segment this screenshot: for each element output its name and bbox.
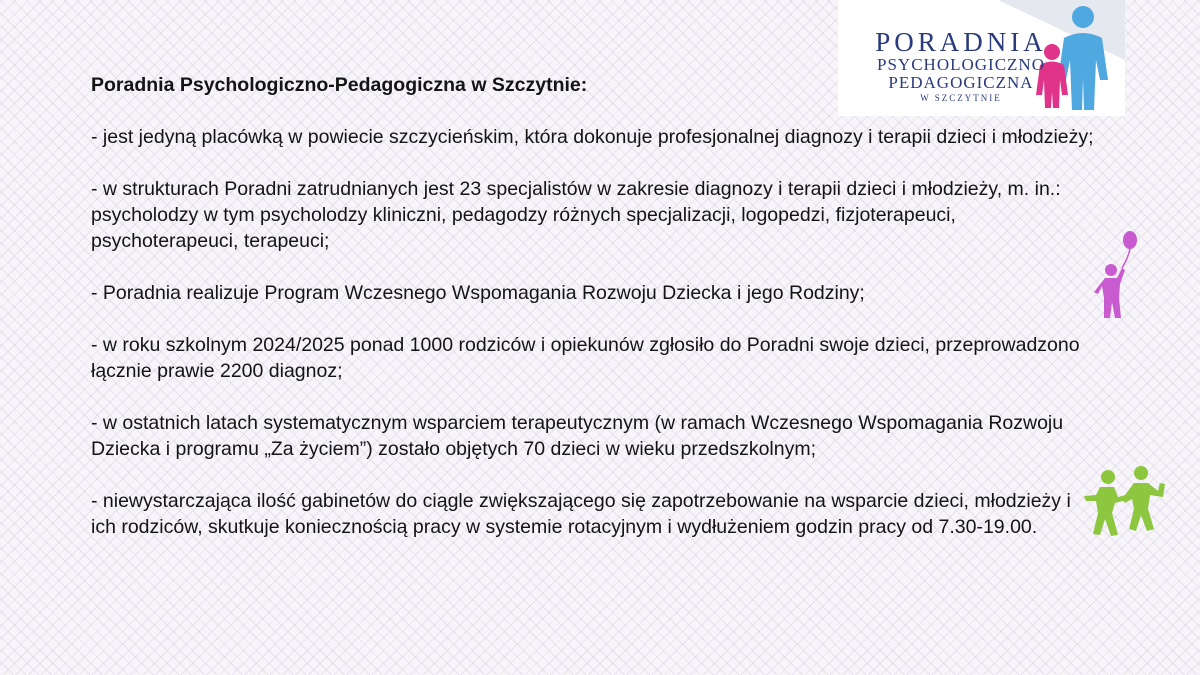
child-with-balloon-icon bbox=[1092, 228, 1142, 323]
logo-line-psychologiczno: PSYCHOLOGICZNO bbox=[877, 55, 1045, 74]
dancing-children-icon bbox=[1078, 465, 1168, 540]
page-title: Poradnia Psychologiczno-Pedagogiczna w Szczytnie: bbox=[91, 74, 588, 96]
paragraph-2: - w strukturach Poradni zatrudnianych jest 23 specjalistów w zakresie diagnozy i terapii dzieci i młodzieży, m. in.: psycholodzy w tym psycholodzy kliniczni, pedagodzy różnych specjalizacji, logopedzi, fizjoterapeuci, psychoterapeuci, terapeuci; bbox=[91, 178, 1061, 252]
paragraph-6: - niewystarczająca ilość gabinetów do ciągle zwiększającego się zapotrzebowanie na wsparcie dzieci, młodzieży i ich rodziców, skutkuje koniecznością pracy w systemie rotacyjnym i wydłużeniem godzin pracy od 7.30-19.00. bbox=[91, 490, 1071, 538]
logo-title: PORADNIA bbox=[875, 27, 1047, 57]
paragraph-4: - w roku szkolnym 2024/2025 ponad 1000 rodziców i opiekunów zgłosiło do Poradni swoje dzieci, przeprowadzono łącznie prawie 2200 diagnoz; bbox=[91, 334, 1080, 382]
paragraph-5: - w ostatnich latach systematycznym wsparciem terapeutycznym (w ramach Wczesnego Wspomagania Rozwoju Dziecka i programu „Za życiem”) zostało objętych 70 dzieci w wieku przedszkolnym; bbox=[91, 412, 1064, 460]
main-text bbox=[91, 72, 1101, 540]
paragraph-3: - Poradnia realizuje Program Wczesnego Wspomagania Rozwoju Dziecka i jego Rodziny; bbox=[91, 282, 865, 304]
logo-line-city: W SZCZYTNIE bbox=[920, 93, 1002, 103]
paragraph-1: - jest jedyną placówką w powiecie szczycieńskim, która dokonuje profesjonalnej diagnozy i terapii dzieci i młodzieży; bbox=[91, 126, 1094, 148]
logo-line-pedagogiczna: PEDAGOGICZNA bbox=[888, 73, 1034, 92]
